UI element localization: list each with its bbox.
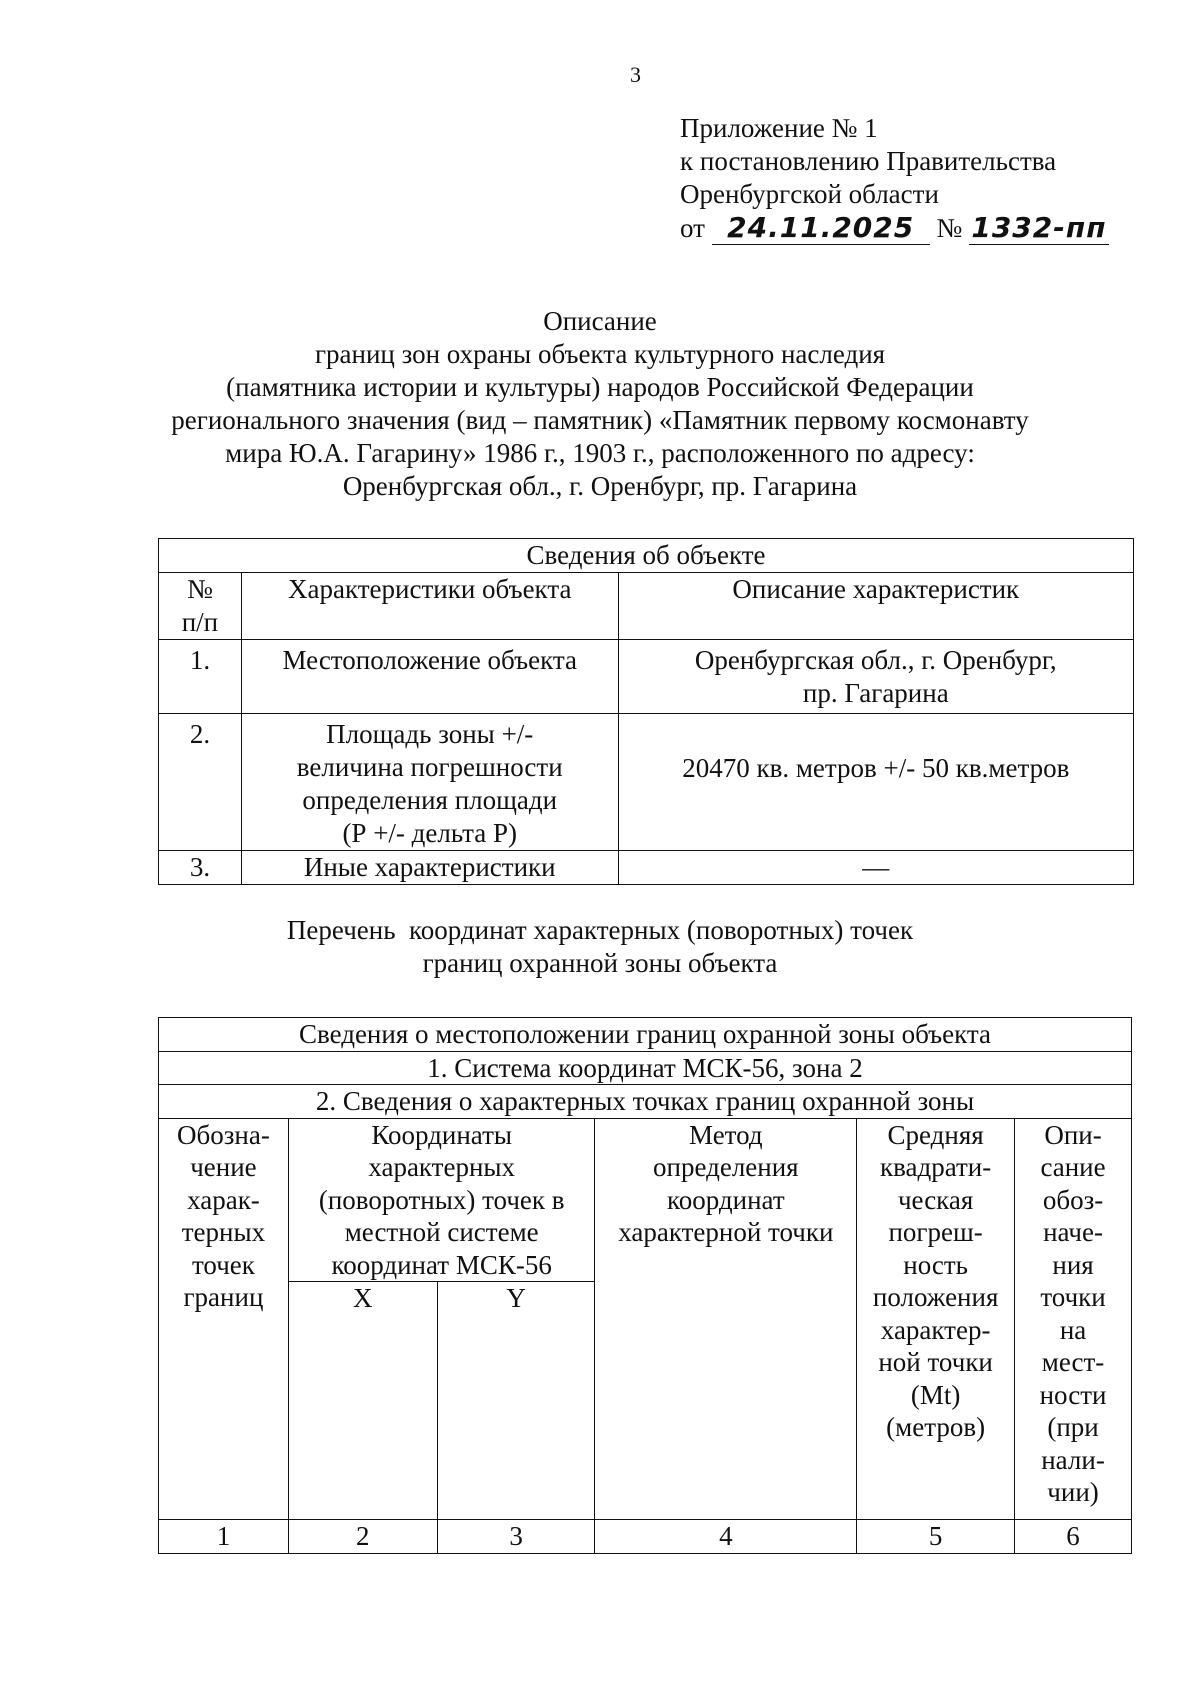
- subtitle-line: границ охранной зоны объекта: [422, 948, 778, 978]
- coordinates-table: [158, 1017, 1132, 1554]
- header-method: Метод определения координат характерной точки: [595, 1118, 857, 1520]
- handwritten-number: 1332-пп: [969, 211, 1109, 245]
- title-line: (памятника истории и культуры) народов Российской Федерации: [226, 372, 974, 402]
- number-prefix: №: [936, 213, 963, 243]
- row-description: —: [618, 851, 1133, 885]
- appendix-line-2: к постановлению Правительства: [680, 146, 1057, 176]
- row-description: Оренбургская обл., г. Оренбург, пр. Гагарина: [618, 640, 1133, 714]
- appendix-line-1: Приложение № 1: [680, 113, 878, 143]
- object-info-table: [158, 538, 1134, 885]
- points-section-title: 2. Сведения о характерных точках границ охранной зоны: [159, 1085, 1132, 1119]
- row-characteristic: Площадь зоны +/- величина погрешности определения площади (Р +/- дельта Р): [241, 714, 618, 851]
- header-num: № п/п: [159, 573, 242, 640]
- row-characteristic: Местоположение объекта: [241, 640, 618, 714]
- column-number: 6: [1015, 1520, 1132, 1554]
- header-coordinates: Координаты характерных (поворотных) точек в местной системе координат МСК-56: [288, 1118, 595, 1282]
- title-line: Оренбургская обл., г. Оренбург, пр. Гагарина: [342, 471, 858, 501]
- handwritten-date: 24.11.2025: [712, 211, 930, 245]
- row-num: 1.: [159, 640, 242, 714]
- coordinates-list-title: [0, 914, 1200, 980]
- row-num: 2.: [159, 714, 242, 851]
- date-prefix: от: [680, 213, 705, 243]
- title-line: мира Ю.А. Гагарину» 1986 г., 1903 г., расположенного по адресу:: [225, 438, 975, 468]
- title-line: границ зон охраны объекта культурного наследия: [314, 339, 886, 369]
- coordinate-system: 1. Система координат МСК-56, зона 2: [159, 1051, 1132, 1085]
- header-description: Описание характеристик: [618, 573, 1133, 640]
- document-title: [0, 305, 1200, 503]
- column-number: 3: [437, 1520, 595, 1554]
- title-line: регионального значения (вид – памятник) «Памятник первому космонавту: [171, 405, 1029, 435]
- object-table-caption: Сведения об объекте: [159, 539, 1134, 573]
- header-error: Средняя квадрати- ческая погреш- ность положения характер- ной точки (Mt) (метров): [857, 1118, 1015, 1520]
- column-number: 2: [288, 1520, 437, 1554]
- coords-table-caption: Сведения о местоположении границ охранной зоны объекта: [159, 1018, 1132, 1052]
- header-point-description: Опи- сание обоз- наче- ния точки на мест- ности (при нали- чии): [1015, 1118, 1132, 1520]
- header-y: Y: [437, 1282, 595, 1520]
- header-x: X: [288, 1282, 437, 1520]
- row-description: 20470 кв. метров +/- 50 кв.метров: [618, 714, 1133, 851]
- row-characteristic: Иные характеристики: [241, 851, 618, 885]
- page-number: 3: [630, 62, 641, 87]
- row-num: 3.: [159, 851, 242, 885]
- appendix-header: [680, 112, 1109, 245]
- column-number: 5: [857, 1520, 1015, 1554]
- subtitle-line: Перечень координат характерных (поворотных) точек: [286, 915, 914, 945]
- header-characteristic: Характеристики объекта: [241, 573, 618, 640]
- column-number: 1: [159, 1520, 289, 1554]
- title-line: Описание: [543, 306, 657, 336]
- column-number: 4: [595, 1520, 857, 1554]
- appendix-date-line: [680, 211, 1109, 245]
- header-designation: Обозна- чение харак- терных точек границ: [159, 1118, 289, 1520]
- appendix-line-3: Оренбургской области: [680, 179, 939, 209]
